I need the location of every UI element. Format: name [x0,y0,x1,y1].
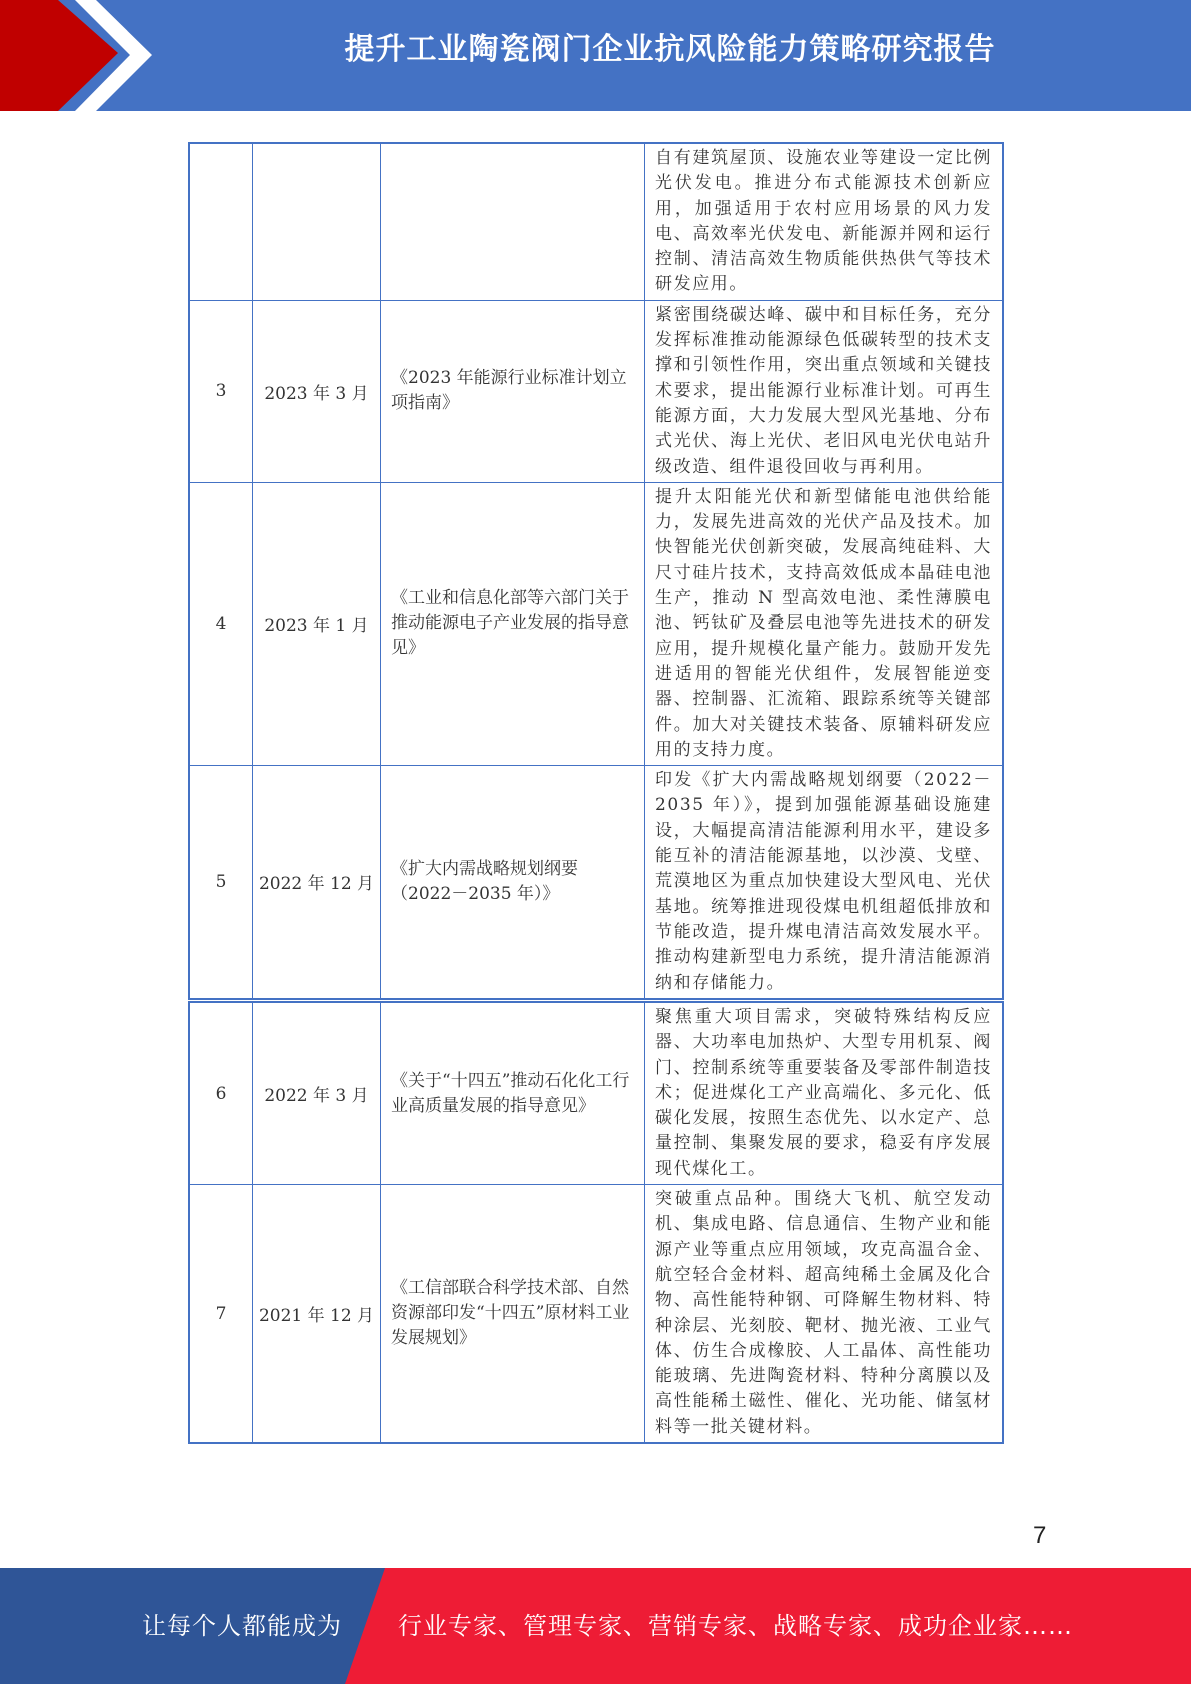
row-policy-content: 自有建筑屋顶、设施农业等建设一定比例光伏发电。推进分布式能源技术创新应用，加强适用于农村应用场景的风力发电、高效率光伏发电、新能源并网和运行控制、清洁高效生物质能供热供气等技术研发应用。 [645,143,1004,300]
row-number: 5 [189,766,253,999]
row-date: 2021 年 12 月 [253,1185,381,1443]
row-date: 2022 年 3 月 [253,1002,381,1185]
policy-table-2 [188,1001,1004,1444]
row-policy-content: 提升太阳能光伏和新型储能电池供给能力，发展先进高效的光伏产品及技术。加快智能光伏创新突破，发展高纯硅料、大尺寸硅片技术，支持高效低成本晶硅电池生产，推动 N 型高效电池、柔性薄膜电池、钙钛矿及叠层电池等先进技术的研发应用，提升规模化量产能力。鼓励开发先进适用的智能光伏组件，发展智能逆变器、控制器、汇流箱、跟踪系统等关键部件。加大对关键技术装备、原辅料研发应用的支持力度。 [645,482,1004,765]
table-row [189,1185,1003,1443]
row-number [189,143,253,300]
row-policy-name [381,143,645,300]
row-policy-content: 紧密围绕碳达峰、碳中和目标任务，充分发挥标准推动能源绿色低碳转型的技术支撑和引领性作用，突出重点领域和关键技术要求，提出能源行业标准计划。可再生能源方面，大力发展大型风光基地、分布式光伏、海上光伏、老旧风电光伏电站升级改造、组件退役回收与再利用。 [645,300,1004,482]
row-policy-name: 《工信部联合科学技术部、自然资源部印发“十四五”原材料工业发展规划》 [381,1185,645,1443]
table-row [189,143,1003,300]
row-policy-content: 印发《扩大内需战略规划纲要（2022－2035 年）》，提到加强能源基础设施建设，大幅提高清洁能源利用水平，建设多能互补的清洁能源基地，以沙漠、戈壁、荒漠地区为重点加快建设大型风电、光伏基地。统筹推进现役煤电机组超低排放和节能改造，提升煤电清洁高效发展水平。推动构建新型电力系统，提升清洁能源消纳和存储能力。 [645,766,1004,999]
page-header [0,0,1191,111]
table-row [189,482,1003,765]
row-number: 6 [189,1002,253,1185]
table-row [189,300,1003,482]
row-number: 7 [189,1185,253,1443]
row-policy-content: 聚焦重大项目需求，突破特殊结构反应器、大功率电加热炉、大型专用机泵、阀门、控制系统等重要装备及零部件制造技术；促进煤化工产业高端化、多元化、低碳化发展，按照生态优先、以水定产、总量控制、集聚发展的要求，稳妥有序发展现代煤化工。 [645,1002,1004,1185]
table-row [189,766,1003,999]
policy-table-1 [188,142,1004,1000]
page-number: 7 [1033,1522,1047,1549]
table-row [189,1002,1003,1185]
report-title: 提升工业陶瓷阀门企业抗风险能力策略研究报告 [344,32,996,67]
footer-slogan-right: 行业专家、管理专家、营销专家、战略专家、成功企业家…… [398,1612,1073,1640]
row-date: 2022 年 12 月 [253,766,381,999]
row-date: 2023 年 1 月 [253,482,381,765]
row-date: 2023 年 3 月 [253,300,381,482]
row-number: 4 [189,482,253,765]
row-policy-content: 突破重点品种。围绕大飞机、航空发动机、集成电路、信息通信、生物产业和能源产业等重点应用领域，攻克高温合金、航空轻合金材料、超高纯稀土金属及化合物、高性能特种钢、可降解生物材料、特种涂层、光刻胶、靶材、抛光液、工业气体、仿生合成橡胶、人工晶体、高性能功能玻璃、先进陶瓷材料、特种分离膜以及高性能稀土磁性、催化、光功能、储氢材料等一批关键材料。 [645,1185,1004,1443]
row-date [253,143,381,300]
row-policy-name: 《工业和信息化部等六部门关于推动能源电子产业发展的指导意见》 [381,482,645,765]
row-policy-name: 《扩大内需战略规划纲要（2022－2035 年）》 [381,766,645,999]
page-footer [0,1568,1191,1684]
footer-slogan-left: 让每个人都能成为 [142,1612,342,1640]
row-number: 3 [189,300,253,482]
row-policy-name: 《2023 年能源行业标准计划立项指南》 [381,300,645,482]
row-policy-name: 《关于“十四五”推动石化化工行业高质量发展的指导意见》 [381,1002,645,1185]
